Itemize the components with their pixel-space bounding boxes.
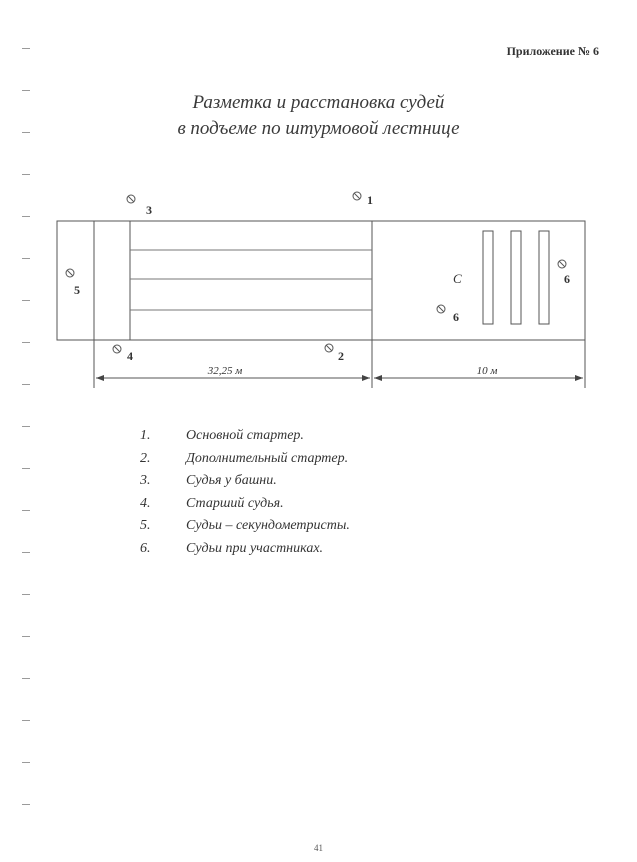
judge-marker-1	[353, 192, 361, 200]
track-outline	[57, 221, 585, 340]
binding-mark	[22, 594, 30, 595]
legend-item	[140, 541, 350, 564]
legend-number: 2.	[140, 450, 151, 466]
dimension-label-right: 10 м	[476, 365, 498, 377]
legend-text: Судья у башни.	[186, 473, 277, 488]
binding-mark	[22, 48, 30, 49]
legend-number: 6.	[140, 540, 151, 556]
ladder-3	[539, 231, 549, 324]
legend-number: 1.	[140, 428, 151, 443]
appendix-label: Приложение № 6	[506, 44, 599, 58]
page-title-line1: Разметка и расстановка судей	[192, 92, 445, 113]
judge-label-3: 3	[146, 203, 152, 217]
legend-item	[140, 428, 350, 451]
track-diagram	[0, 180, 637, 400]
page-number: 41	[314, 843, 323, 853]
judge-label-5: 5	[74, 283, 80, 297]
legend-number: 3.	[140, 473, 151, 488]
binding-mark	[22, 678, 30, 679]
judge-marker-3	[127, 195, 135, 203]
binding-mark	[22, 552, 30, 553]
page-title-line2: в подъеме по штурмовой лестнице	[177, 118, 460, 139]
legend-number: 5.	[140, 518, 151, 533]
judge-marker-2	[325, 344, 333, 352]
dimension-label-left: 32,25 м	[207, 365, 243, 377]
judge-label-6a: 6	[453, 310, 459, 324]
ladder-1	[483, 231, 493, 324]
legend-item	[140, 451, 350, 474]
binding-mark	[22, 762, 30, 763]
legend-number: 4.	[140, 495, 151, 511]
judge-marker-5	[66, 269, 74, 277]
binding-mark	[22, 426, 30, 427]
legend-item	[140, 496, 350, 519]
legend-item	[140, 473, 350, 496]
legend-text: Основной стартер.	[186, 428, 304, 443]
judge-marker-4	[113, 345, 121, 353]
binding-mark	[22, 720, 30, 721]
binding-mark	[22, 468, 30, 469]
judge-marker-6b	[558, 260, 566, 268]
legend-text: Судьи при участниках.	[186, 540, 324, 556]
zone-label: С	[453, 271, 462, 286]
judge-label-4: 4	[127, 349, 133, 363]
judge-label-1: 1	[367, 193, 373, 207]
legend-text: Дополнительный стартер.	[186, 450, 349, 466]
judge-marker-6a	[437, 305, 445, 313]
binding-mark	[22, 804, 30, 805]
legend-list	[140, 428, 350, 563]
ladder-2	[511, 231, 521, 324]
legend-text: Судьи – секундометристы.	[186, 518, 350, 533]
binding-mark	[22, 174, 30, 175]
judge-label-2: 2	[338, 349, 344, 363]
judge-label-6b: 6	[564, 272, 570, 286]
binding-mark	[22, 636, 30, 637]
binding-mark	[22, 90, 30, 91]
legend-item	[140, 518, 350, 541]
binding-mark	[22, 510, 30, 511]
legend-text: Старший судья.	[186, 495, 284, 511]
